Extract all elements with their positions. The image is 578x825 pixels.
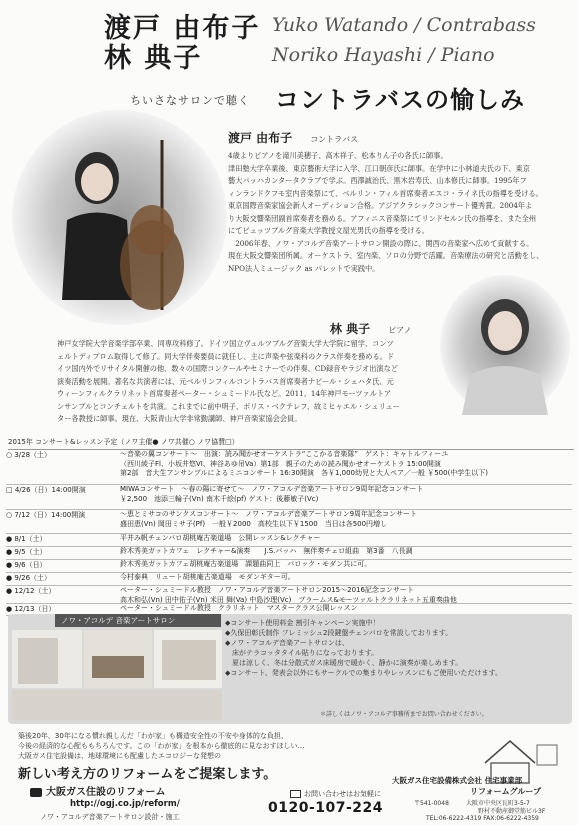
name2-jp: 林 典子	[104, 43, 203, 74]
schedule-date: ● 8/1（土）	[6, 535, 47, 543]
postal-code: 〒541-0048	[414, 800, 449, 807]
bio-line: イツ国内外でリサイタル開催の他、数々の国際コンクールやセミナーでの伴奏、CD録音やラジオ出演など	[57, 364, 398, 373]
bio-line: 2006年春、ノワ・アコルデ音楽アートサロン開設の際に、関西の音楽家へ広めて貢献する。	[235, 238, 534, 248]
schedule-line: 盛田恵(Vn) 岡田ミサ子(Pf) 一般￥2000 高校生以下￥1500 当日は各500円増し	[120, 519, 388, 528]
name2-en: Noriko Hayashi / Piano	[272, 44, 495, 66]
company-name: 大阪ガス住宅設備株式会社 住宅事業部	[392, 776, 523, 785]
bio-line: 藝大バッハカンタータクラブで学ぶ。西澤誠治氏、黒木岩寿氏、山本修氏に師事。1995年フ	[228, 176, 527, 185]
schedule-line: 鈴木秀美ガットカフェ レクチャー&演奏 J.S.バッハ 無伴奏チェロ組曲 第3番 八長調	[120, 547, 413, 555]
schedule-row	[6, 547, 572, 560]
artist1-name: 渡戸 由布子	[228, 131, 293, 145]
schedule-line: （西川綾子Fl、小坂井悠VI、神谷あゆ吊Va）第1部 親子のための読み聞かせオーケストラ 15:00開演	[120, 459, 441, 468]
bio-line: 演奏活動を展開。著名な共演者には、元ベルリンフィルコントラバス首席奏者ナビール・シェハタ氏、元	[57, 376, 394, 386]
salon-feature-item: 夏は涼しく、冬は分散式ガス床暖房で暖かく、静かに演奏が楽しめます。	[225, 659, 463, 667]
schedule-line: ペーター・シュミードル教授 クラリネット マスタークラス公開レッスン	[120, 604, 358, 612]
schedule-heading: 2015年 コンサート&レッスン予定（ノワ主催● ノワ共催○ ノワ協賛□）	[8, 437, 574, 450]
artist2-heading	[330, 318, 412, 337]
artist1-heading	[228, 127, 358, 146]
schedule-description	[120, 510, 572, 529]
bio-line: NPO法人ミュージック as パレットで実践中。	[228, 263, 380, 273]
artist1-photo	[12, 110, 227, 325]
artist2-name: 林 典子	[330, 322, 371, 336]
schedule-row	[6, 586, 572, 604]
ad-credit: ノワ・アコルデ音楽アートサロン設計・施工	[40, 813, 180, 821]
schedule-line: 今村泰典 リュート胡桃庵古楽道場 モダンギター可。	[120, 573, 295, 581]
salon-feature-item: 床がテラコッタタイル貼りになっております。	[225, 649, 379, 657]
mail-icon	[290, 790, 301, 798]
schedule-description	[120, 450, 572, 479]
schedule-description	[120, 573, 572, 583]
schedule-line: ￥2,500 池添三輪子(Vn) 南木千絵(pf) ゲスト：後藤敏子(Vc)	[120, 494, 319, 503]
salon-note: ＊詳しくはノワ・アコルデ事務所までお問い合わせください。	[320, 711, 488, 718]
schedule-date: ● 9/6（日）	[6, 561, 47, 569]
schedule-description	[120, 547, 572, 557]
bio-line: り大阪交響楽団副首席奏者を務める。アフィニス音楽祭にてリンドセルン氏の指導を、また全州	[228, 213, 537, 223]
bio-line: 津田塾大学卒業後、東京藝術大学に入学、江口朝彦氏に師事。在学中に小林道夫氏の下、東京	[228, 163, 530, 173]
ad-url[interactable]: http://ogj.co.jp/reform/	[70, 799, 180, 809]
schedule-line: 鈴木秀美ガットカフェ胡桃庵古楽道場 課題曲同上 バロック・モダン共に可。	[120, 560, 372, 568]
salon-feature-item: ◆コンサート、発表会以外にもサークルでの集まりやレッスンにもご使用いただけます。	[225, 669, 502, 677]
artist2-role: ピアノ	[388, 326, 412, 335]
schedule-description	[120, 485, 572, 504]
salon-label: ノワ・アコルデ 音楽アートサロン	[55, 614, 221, 627]
ad-brand	[30, 783, 166, 798]
schedule-row	[6, 573, 572, 586]
salon-features	[225, 618, 570, 678]
tel-fax: TEL:06-6222-4319 FAX:06-6222-4359	[426, 815, 539, 822]
schedule-line: MIWAコンサート ～春の陽に寄せて～ ノワ・アコルデ音楽アートサロン9周年記念コンサート	[120, 485, 424, 493]
contact-label-text: お問い合わせはお気軽に	[304, 790, 381, 798]
schedule-description	[120, 586, 572, 605]
bio-line: 神戸女学院大学音楽学部卒業、同専攻科修了。ドイツ国立ヴュルツブルグ音楽大学大学院に留学、コンツ	[57, 339, 394, 348]
schedule-row	[6, 534, 572, 547]
ad-line: 築後20年、30年になる慣れ親しんだ「わが家」も構造安全性の不安や身体的な負担、	[18, 732, 288, 740]
schedule-line: ～音楽の翼コンサート～ 出演：読み聞かせオーケストラ“ここかる音楽隊” ゲスト：キャトルフィーユ	[120, 450, 449, 458]
schedule-line: 平井み帆チェンバロ胡桃庵古楽道場 公開レッスン&レクチャー	[120, 534, 321, 542]
name1-jp: 渡戸 由布子	[104, 13, 261, 44]
brand-logo-icon	[30, 788, 42, 797]
schedule-date: ● 9/26（土）	[6, 574, 52, 582]
ad-brand-text: 大阪ガス住設のリフォーム	[46, 787, 166, 798]
schedule-date: ● 9/5（土）	[6, 548, 47, 556]
bio-line: ィンランドクフモ室内音楽祭にて、ベルリン・フィル首席奏者エスコ・ライネ氏の指導を受ける。	[228, 188, 543, 198]
schedule-description	[120, 560, 572, 570]
main-title: コントラバスの愉しみ	[275, 86, 525, 114]
bio-line: 東京国際音楽家協会新人オーディション合格。アジアクラシックコンサート優秀賞。2004年よ	[228, 201, 533, 210]
ad-body	[18, 731, 378, 761]
salon-feature-item: ◆ノワ・アコルデ音楽アートサロンは、	[225, 639, 349, 647]
schedule-line: 高木和弘(Vn) 田中佑子(Vn) 米田 舞(Va) 中島沙理(Vc) ブラームス&モーツァルトクラリネット五重奏曲他	[120, 595, 457, 604]
contact-label	[290, 789, 381, 799]
bio-line: ター各教授に師事。現在、大阪青山大学非常勤講師、神戸音楽家協会会員。	[57, 414, 302, 423]
schedule-date: □ 4/26（日）14:00開演	[6, 486, 86, 494]
artist2-bio	[57, 338, 447, 426]
schedule-description	[120, 534, 572, 544]
schedule-description	[120, 604, 572, 614]
bio-line: 現在大阪交響楽団所属。オーケストラ、室内楽、ソロの分野で活躍。音楽療法の研究と活動をし、	[228, 251, 544, 260]
artist1-role: コントラバス	[310, 135, 359, 144]
ad-line: 今後の経済的な心配ももちろんです。この「わが家」を根本から徹底的に見なおすほしい…	[18, 742, 305, 750]
salon-photos	[12, 630, 222, 720]
schedule-list	[0, 450, 578, 613]
schedule-row	[6, 510, 572, 534]
schedule-row	[6, 450, 572, 485]
bio-line: 4歳よりピアノを滝川美穂子、高木祥子、松本りん子の各氏に師事。	[228, 151, 448, 160]
schedule-date: ○ 7/12（日）14:00開演	[6, 511, 86, 519]
address-line1: 大阪市中央区瓦町3-5-7	[466, 800, 530, 807]
artist2-photo	[440, 275, 570, 415]
schedule-row	[6, 560, 572, 573]
name1-en: Yuko Watando / Contrabass	[272, 14, 536, 36]
ad-line: 大阪ガス住宅設備は、地球環境にも配慮したエコロジーな発想の	[18, 752, 221, 760]
schedule-date: ● 12/13（日）	[6, 605, 56, 613]
bio-line: ェルトディプロム取得して修了。同大学伴奏要員に就任し、主に声楽や弦楽科のクラス伴奏を務める。ド	[57, 351, 395, 361]
schedule-line: ペーター・シュミードル教授 ノワ・アコルデ音楽アートサロン2015～2016記念コンサート	[120, 586, 414, 594]
company-group: リフォームグループ	[470, 787, 541, 796]
schedule-date: ● 12/12（土）	[6, 587, 56, 595]
subtitle: ちいさなサロンで聴く	[130, 94, 250, 107]
schedule-line: ～恵とミサコのサンクスコンサート～ ノワ・アコルデ音楽アートサロン9周年記念コンサート	[120, 510, 418, 518]
schedule-date: ○ 3/28（土）	[6, 451, 52, 459]
phone-number[interactable]: 0120-107-224	[268, 800, 384, 816]
address-line2: 野村不動産御堂筋ビル3F	[478, 808, 546, 815]
bio-line: にてビュッツブルグ音楽大学教授文屋光男氏の指導を受ける。	[228, 226, 429, 235]
schedule-row	[6, 485, 572, 510]
artist1-bio	[228, 150, 573, 275]
schedule-line: 第2部 音大生アンサンブルによるミニコンサート 16:30開演 各￥1,000幼児と大人ペア／一般 ￥500(中学生以下)	[120, 469, 489, 477]
bio-line: ンサンブルとコンチェルトを共演。これまでに前中明子、ボリス・ベクテレフ、故ミヒャエル・シュリュー	[57, 401, 400, 411]
salon-feature-item: ◆久保田彰氏制作 フレミッシュ2段鍵盤チェンバロを常設しております。	[225, 629, 453, 637]
salon-feature-item: ◆コンサート使用料金 割引キャンペーン実施中！	[225, 619, 380, 627]
ad-headline: 新しい考え方のリフォームをご提案します。	[18, 767, 277, 782]
bio-line: ウィーンフィルクラリネット首席奏者ペーター・シュミードル氏など。2011、14年神戸モーツァルトア	[57, 389, 392, 398]
